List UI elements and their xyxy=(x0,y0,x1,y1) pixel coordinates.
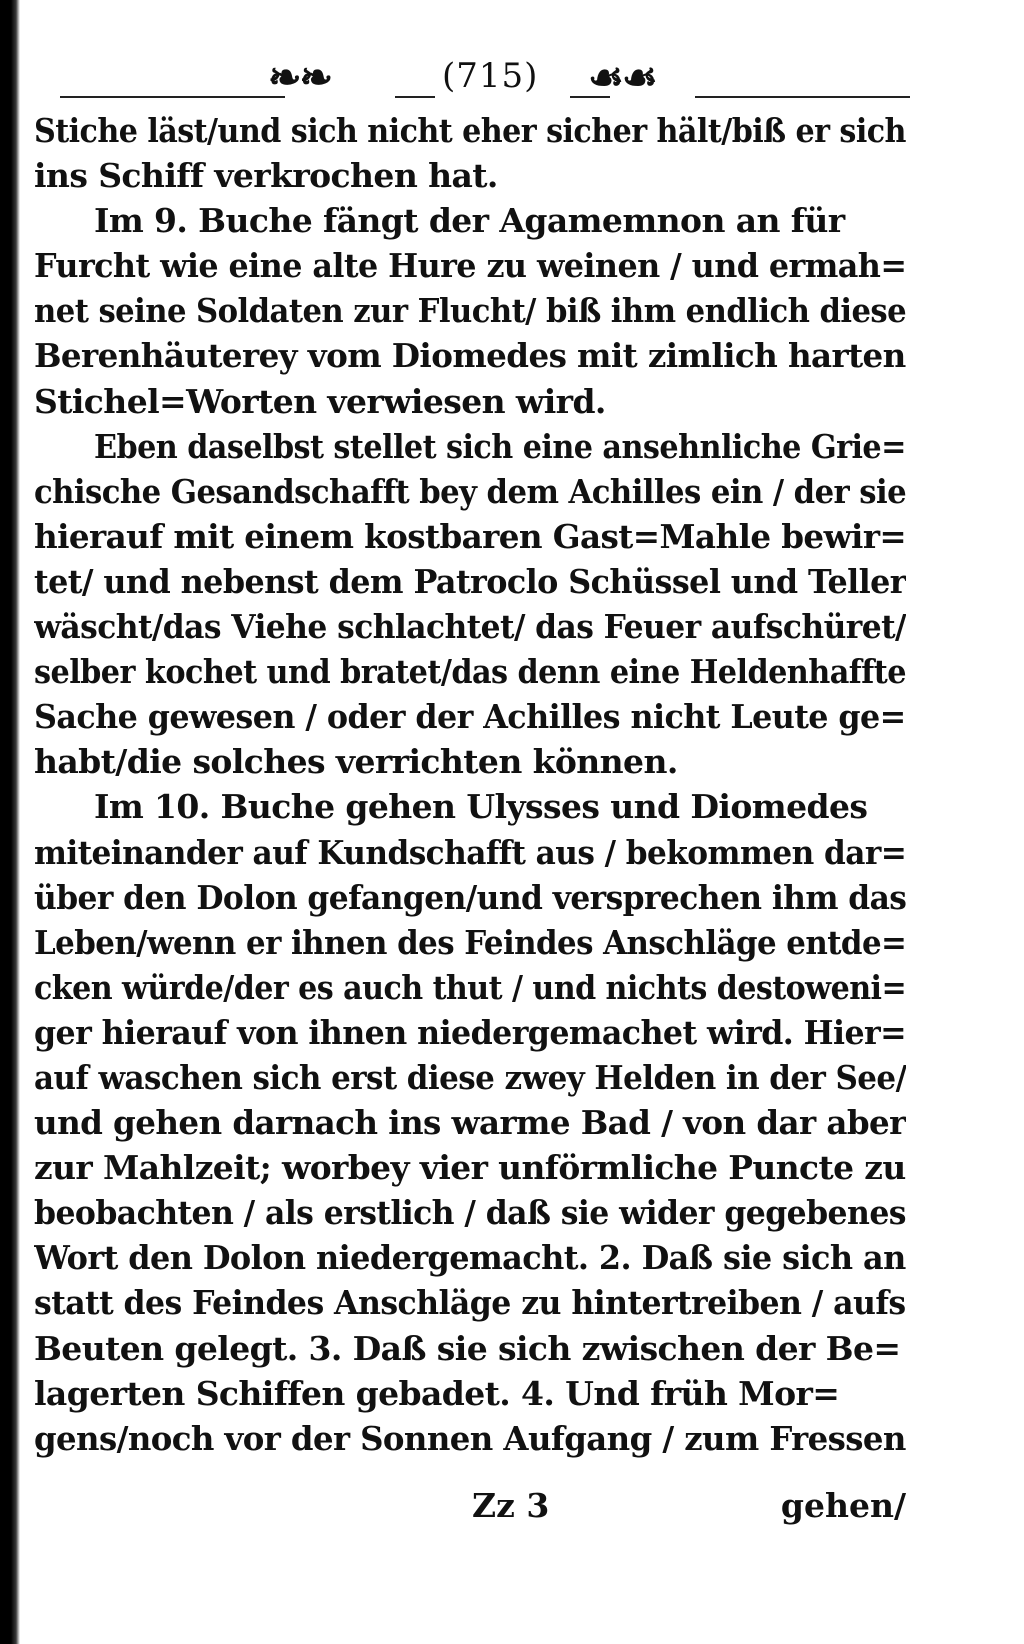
text-line: net seine Soldaten zur Flucht/ biß ihm endlich diese xyxy=(34,291,906,331)
text-line: Sache gewesen / oder der Achilles nicht Leute ge= xyxy=(34,697,906,737)
text-line: und gehen darnach ins warme Bad / von dar aber xyxy=(34,1103,906,1143)
text-line: Leben/wenn er ihnen des Feindes Anschläge entde= xyxy=(34,922,906,962)
text-line: wäscht/das Viehe schlachtet/ das Feuer aufschüret/ xyxy=(34,607,906,647)
text-line: chische Gesandschafft bey dem Achilles ein / der sie xyxy=(34,471,906,511)
text-line: statt des Feindes Anschläge zu hintertreiben / aufs xyxy=(34,1283,906,1323)
text-line: Stichel=Worten verwiesen wird. xyxy=(34,381,606,421)
text-line: Im 9. Buche fängt der Agamemnon an für xyxy=(94,201,845,241)
text-line: Wort den Dolon niedergemacht. 2. Daß sie sich an xyxy=(34,1238,906,1278)
text-line: Berenhäuterey vom Diomedes mit zimlich harten xyxy=(34,336,906,376)
signature-mark: Zz 3 xyxy=(472,1486,550,1525)
header-rule xyxy=(395,96,435,98)
page-binding-edge xyxy=(0,0,20,1644)
page-footer xyxy=(34,1486,906,1536)
page-number: (715) xyxy=(442,56,539,96)
text-line: auf waschen sich erst diese zwey Helden in der See/ xyxy=(34,1057,906,1097)
header-rule xyxy=(695,96,910,98)
text-line: Stiche läst/und sich nicht eher sicher hält/biß er sich xyxy=(34,111,906,150)
text-line: Im 10. Buche gehen Ulysses und Diomedes xyxy=(94,787,868,827)
catchword: gehen/ xyxy=(780,1486,906,1525)
text-line: Beuten gelegt. 3. Daß sie sich zwischen der Be= xyxy=(34,1328,901,1368)
header-ornament-right: ☙☙ xyxy=(588,54,656,101)
page-header xyxy=(40,52,910,112)
text-line: gens/noch vor der Sonnen Aufgang / zum Fressen xyxy=(34,1418,906,1458)
text-line: selber kochet und bratet/das denn eine Heldenhaffte xyxy=(34,652,906,692)
text-line: über den Dolon gefangen/und versprechen ihm das xyxy=(34,877,906,917)
text-line: Eben daselbst stellet sich eine ansehnliche Grie= xyxy=(94,426,906,466)
text-line: ger hierauf von ihnen niedergemachet wird. Hier= xyxy=(34,1012,906,1052)
text-line: Furcht wie eine alte Hure zu weinen / und ermah= xyxy=(34,246,906,286)
text-line: zur Mahlzeit; worbey vier unförmliche Puncte zu xyxy=(34,1148,906,1188)
text-line: tet/ und nebenst dem Patroclo Schüssel und Teller xyxy=(34,561,906,601)
header-rule xyxy=(60,96,285,98)
text-line: habt/die solches verrichten können. xyxy=(34,742,678,782)
text-line: lagerten Schiffen gebadet. 4. Und früh Mor= xyxy=(34,1373,840,1413)
text-line: miteinander auf Kundschafft aus / bekommen dar= xyxy=(34,832,906,872)
text-line: beobachten / als erstlich / daß sie wider gegebenes xyxy=(34,1193,906,1233)
text-line: cken würde/der es auch thut / und nichts destoweni= xyxy=(34,967,906,1007)
page-body-text xyxy=(34,108,906,1461)
text-line: ins Schiff verkrochen hat. xyxy=(34,156,498,196)
header-ornament-left: ❧❧ xyxy=(268,54,332,101)
text-line: hierauf mit einem kostbaren Gast=Mahle bewir= xyxy=(34,516,906,556)
